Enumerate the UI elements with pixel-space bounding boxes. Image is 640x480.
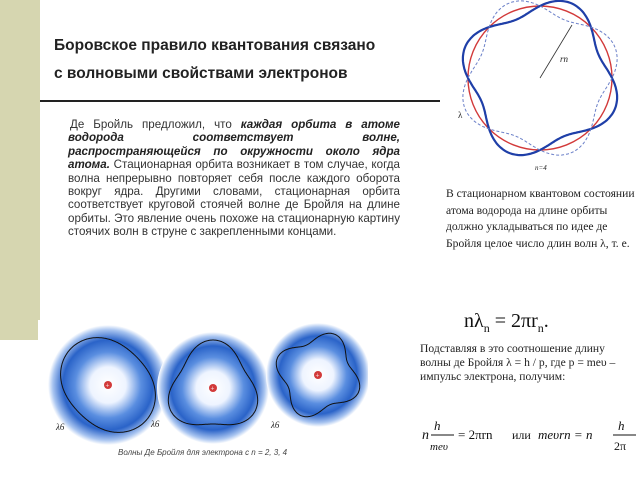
lambda-label: λ xyxy=(458,110,463,120)
decorative-side-bar xyxy=(0,0,40,340)
body-intro: Де Бройль предложил, что xyxy=(70,118,241,131)
wave-lambda-label-3: λ6 xyxy=(271,420,280,430)
body-paragraph xyxy=(68,118,400,239)
formula2-num2: h xyxy=(618,418,625,433)
waves-caption: Волны Де Бройля для электрона с n = 2, 3, 4 xyxy=(118,448,288,457)
title-divider xyxy=(40,100,440,102)
nucleus-plus-1: + xyxy=(105,381,110,390)
nucleus-plus-2: + xyxy=(210,384,215,393)
formula2-part2: meυrn = n xyxy=(538,427,593,442)
n-label: n=4 xyxy=(535,164,547,172)
formula2-den1: meυ xyxy=(430,441,448,453)
quantization-formula: $n\lambda_n = 2\pi r_n$. xyxy=(464,310,549,335)
wave-lambda-label-2: λ6 xyxy=(151,419,160,429)
right-description: В стационарном квантовом состоянии атома водорода на длине орбиты должно укладываться по идее де Бройля целое число длин волн λ, т. е. xyxy=(446,187,635,250)
right-description-2: Подставляя в это соотношение длину волны де Бройля λ = h / p, где p = meυ – импульс электрона, получим: xyxy=(420,342,616,383)
title-line-1: Боровское правило квантования связано xyxy=(54,37,376,54)
formula2-den2: 2π xyxy=(614,439,627,453)
formula2-num1: h xyxy=(434,418,441,433)
title-line-2: с волновыми свойствами электронов xyxy=(54,65,348,82)
nucleus-plus-3: + xyxy=(315,371,320,380)
body-emphasis: каждая орбита в атоме водорода соответствует волне, распространяющейся по окружности около ядра атома. xyxy=(68,118,400,172)
derived-formula xyxy=(420,408,638,460)
formula2-n: n xyxy=(422,428,429,443)
wave-lambda-label-1: λ6 xyxy=(56,422,65,432)
de-broglie-waves-figure xyxy=(38,320,368,465)
formula2-mid: = 2πrn xyxy=(458,427,493,442)
formula2-or: или xyxy=(512,428,531,442)
radius-label: rn xyxy=(560,54,569,64)
body-rest: Стационарная орбита возникает в том случае, когда волна непрерывно повторяет себя после каждого оборота вокруг ядра. Другими словами, стационарная орбита соответствует круговой стоячей волне де Бройля на длине орбиты. Это явление очень похоже на стационарную картину стоячих волн в струне с закрепленными концами. xyxy=(68,158,400,239)
orbit-standing-wave-figure xyxy=(440,0,640,175)
